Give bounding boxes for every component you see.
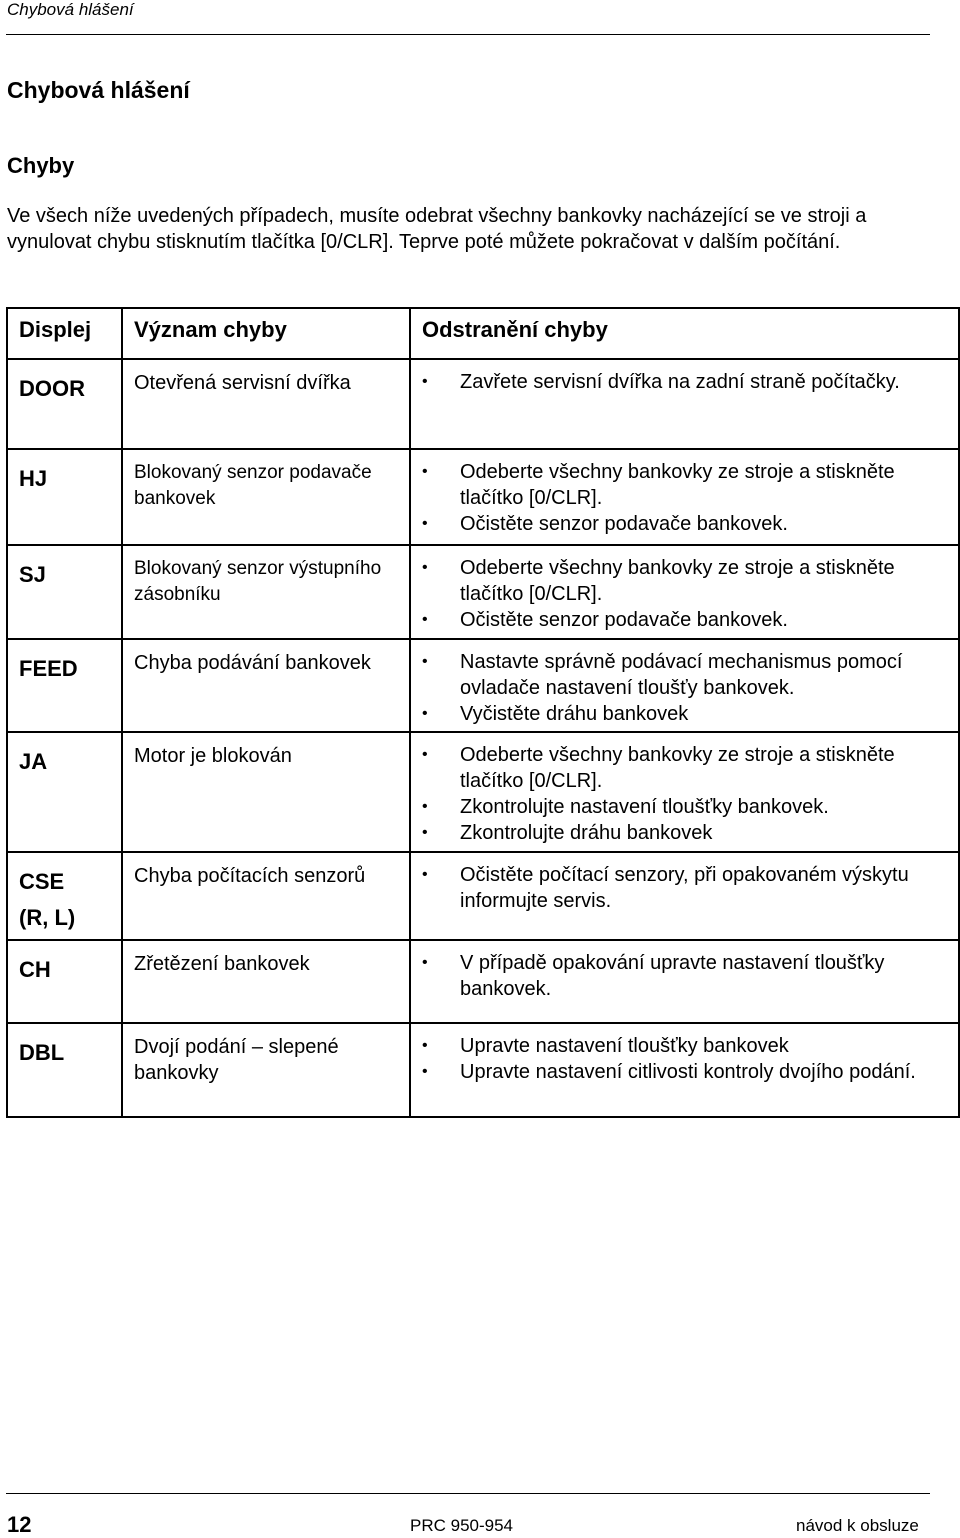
error-code: JA (19, 749, 48, 774)
error-code (8, 853, 121, 936)
error-code: DBL (19, 1040, 65, 1065)
list-item: • Očistěte počítací senzory, při opakovaném výskytu informujte servis. (460, 862, 952, 914)
page-title: Chybová hlášení (7, 77, 190, 103)
section-title: Chyby (7, 153, 75, 178)
footer-rule (6, 1493, 930, 1494)
error-code: HJ (19, 466, 48, 491)
footer-manual: návod k obsluze (796, 1516, 919, 1535)
error-code: CH (19, 957, 51, 982)
list-item: • Zkontrolujte dráhu bankovek (460, 820, 952, 846)
error-code: DOOR (19, 376, 85, 401)
error-fix-list (411, 640, 958, 727)
list-item: • Upravte nastavení tloušťky bankovek (460, 1033, 952, 1059)
list-item: • Odeberte všechny bankovky ze stroje a stiskněte tlačítko [0/CLR]. (460, 555, 952, 607)
table-row (7, 359, 959, 449)
list-item: • Očistěte senzor podavače bankovek. (460, 607, 952, 633)
error-fix-list (411, 941, 958, 1002)
table-row (7, 449, 959, 545)
error-meaning: Blokovaný senzor výstupního zásobníku (134, 558, 382, 605)
error-code-suffix: (R, L) (19, 905, 76, 930)
error-fix-list (411, 360, 958, 395)
header-rule (6, 34, 930, 35)
error-table (6, 307, 960, 1118)
error-meaning: Zřetězení bankovek (134, 953, 310, 975)
table-row (7, 852, 959, 940)
list-item: • Zkontrolujte nastavení tloušťky bankovek. (460, 794, 952, 820)
error-meaning: Dvojí podání – slepené bankovky (134, 1036, 339, 1084)
intro-paragraph: Ve všech níže uvedených případech, musíte odebrat všechny bankovky nacházející se ve stroji a vynulovat chybu stisknutím tlačítka [0/CLR]. Teprve poté můžete pokračovat v dalším počítání. (7, 205, 867, 253)
list-item: • V případě opakování upravte nastavení tloušťky bankovek. (460, 950, 952, 1002)
error-fix-list (411, 853, 958, 914)
table-row (7, 732, 959, 852)
error-meaning: Chyba podávání bankovek (134, 652, 371, 674)
table-row (7, 1023, 959, 1117)
list-item: • Očistěte senzor podavače bankovek. (460, 511, 952, 537)
header-fix: Odstranění chyby (422, 317, 608, 342)
list-item: • Zavřete servisní dvířka na zadní straně počítačky. (460, 369, 952, 395)
running-header: Chybová hlášení (7, 0, 134, 19)
list-item: • Nastavte správně podávací mechanismus pomocí ovladače nastavení tloušťy bankovek. (460, 649, 952, 701)
header-display: Displej (19, 317, 92, 342)
table-row (7, 940, 959, 1023)
table-header-row (7, 308, 959, 359)
error-meaning: Chyba počítacích senzorů (134, 865, 366, 887)
list-item: • Odeberte všechny bankovky ze stroje a stiskněte tlačítko [0/CLR]. (460, 459, 952, 511)
error-fix-list (411, 733, 958, 846)
error-meaning: Otevřená servisní dvířka (134, 372, 351, 394)
error-meaning: Motor je blokován (134, 745, 292, 767)
table-row (7, 545, 959, 639)
list-item: • Odeberte všechny bankovky ze stroje a stiskněte tlačítko [0/CLR]. (460, 742, 952, 794)
header-meaning: Význam chyby (134, 317, 287, 342)
error-code: FEED (19, 656, 78, 681)
table-row (7, 639, 959, 732)
footer-model: PRC 950-954 (410, 1516, 514, 1535)
error-fix-list (411, 546, 958, 633)
list-item: • Upravte nastavení citlivosti kontroly dvojího podání. (460, 1059, 952, 1085)
error-meaning: Blokovaný senzor podavače bankovek (134, 462, 372, 509)
error-code-line: CSE (19, 869, 65, 894)
page-number: 12 (7, 1512, 32, 1537)
list-item: • Vyčistěte dráhu bankovek (460, 701, 952, 727)
error-fix-list (411, 1024, 958, 1085)
error-code: SJ (19, 562, 46, 587)
error-fix-list (411, 450, 958, 537)
